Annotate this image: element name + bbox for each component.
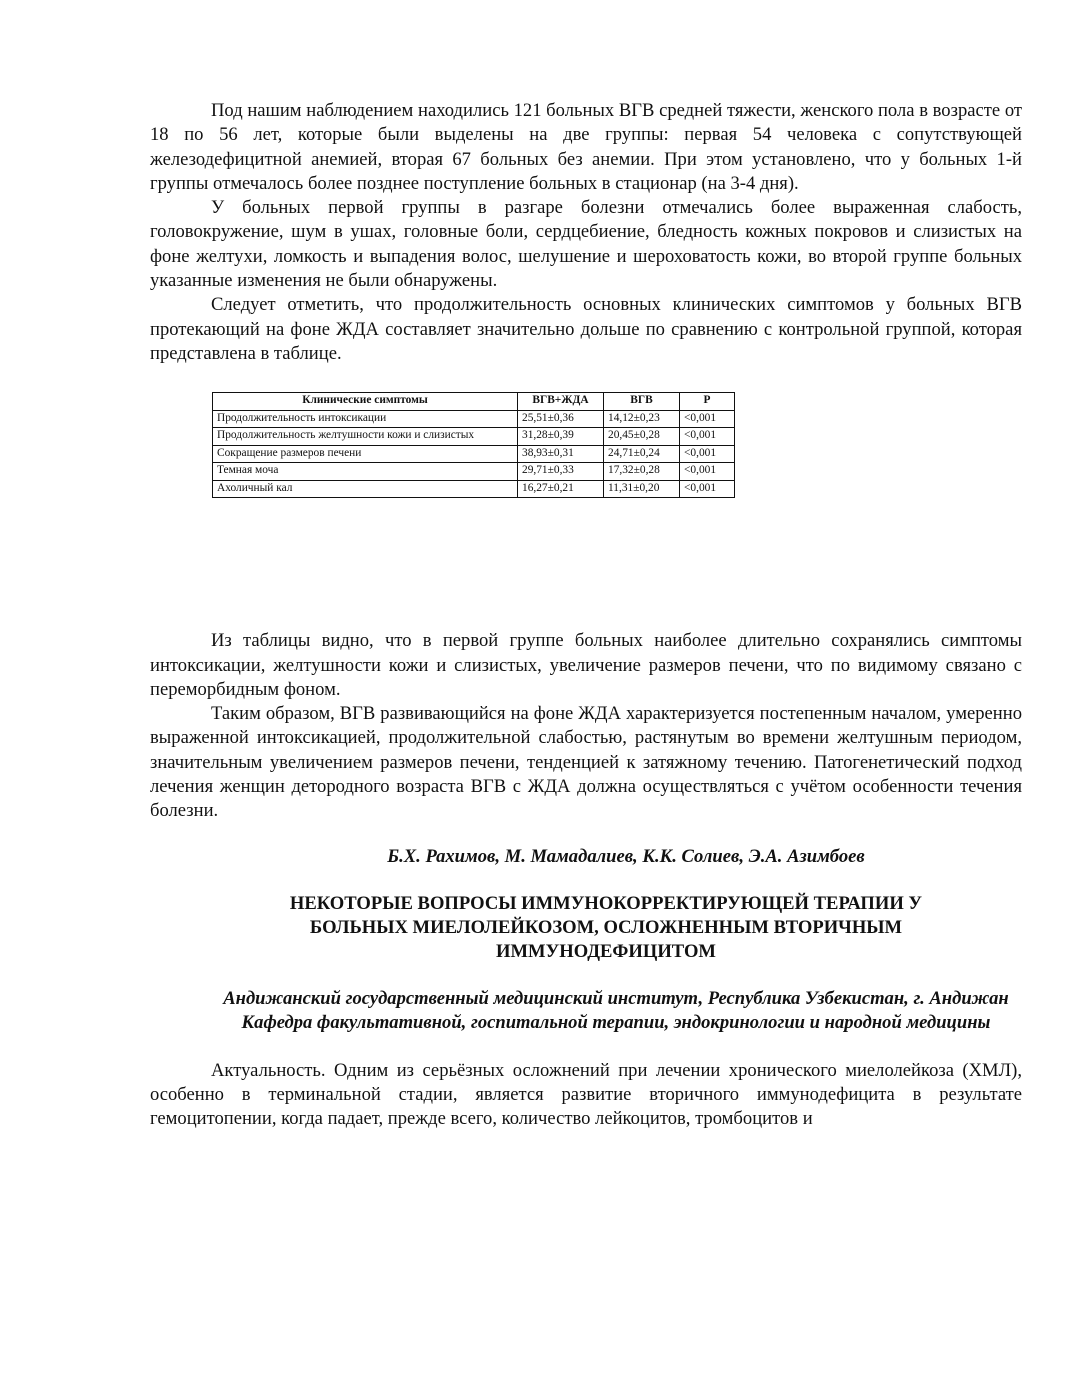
document-page (150, 99, 1022, 1132)
table-row (213, 463, 735, 481)
title-line: ИММУНОДЕФИЦИТОМ (496, 940, 716, 962)
table-cell: Продолжительность интоксикации (213, 410, 518, 428)
body-paragraph: Актуальность. Одним из серьёзных осложнений при лечении хронического миелолейкоза (ХМЛ), особенно в терминальной стадии, является развитие вторичного иммунодефицита в результате гемоцитопении, когда падает, прежде всего, количество лейкоцитов, тромбоцитов и (150, 1059, 1022, 1130)
department-name: Кафедра факультативной, госпитальной терапии, эндокринологии и народной медицины (241, 1011, 991, 1033)
table-cell: <0,001 (680, 463, 735, 481)
body-paragraph: Таким образом, ВГВ развивающийся на фоне ЖДА характеризуется постепенным началом, умеренно выраженной интоксикацией, продолжительной слабостью, растянутым во времени желтушным периодом, значительным увеличением размеров печени, тенденцией к затяжному течению. Патогенетический подход лечения женщин детородного возраста ВГВ с ЖДА должна осуществляться с учётом особенности течения болезни. (150, 703, 1022, 822)
table-cell: 14,12±0,23 (604, 410, 680, 428)
title-line: БОЛЬНЫХ МИЕЛОЛЕЙКОЗОМ, ОСЛОЖНЕННЫМ ВТОРИЧНЫМ (309, 916, 903, 938)
body-paragraph: У больных первой группы в разгаре болезни отмечались более выраженная слабость, головокружение, шум в ушах, головные боли, сердцебиение, бледность кожных покровов и слизистых на фоне желтухи, ломкость и выпадения волос, шелушение и шероховатость кожи, во второй группе больных указанные изменения не были обнаружены. (150, 197, 1022, 292)
table-cell: 31,28±0,39 (518, 428, 604, 446)
table-header: ВГВ (604, 393, 680, 411)
table-cell: 38,93±0,31 (518, 445, 604, 463)
table-cell: Продолжительность желтушности кожи и слизистых (213, 428, 518, 446)
authors-line: Б.Х. Рахимов, М. Мамадалиев, К.К. Солиев, Э.А. Азимбоев (387, 845, 865, 867)
table-header: Клинические симптомы (213, 393, 518, 411)
symptoms-table (212, 392, 735, 498)
table-row (213, 480, 735, 498)
table-row (213, 410, 735, 428)
table-header: ВГВ+ЖДА (518, 393, 604, 411)
table-cell: 17,32±0,28 (604, 463, 680, 481)
body-paragraph: Следует отметить, что продолжительность основных клинических симптомов у больных ВГВ протекающий на фоне ЖДА составляет значительно дольше по сравнению с контрольной группой, которая представлена в таблице. (150, 294, 1022, 364)
table-cell: Ахоличный кал (213, 480, 518, 498)
table-cell: 20,45±0,28 (604, 428, 680, 446)
table-row (213, 428, 735, 446)
symptoms-table-wrapper (212, 392, 734, 498)
table-cell: 29,71±0,33 (518, 463, 604, 481)
article-title (150, 892, 1022, 964)
table-cell: 16,27±0,21 (518, 480, 604, 498)
table-cell: <0,001 (680, 428, 735, 446)
table-cell: <0,001 (680, 480, 735, 498)
affiliation-block (150, 987, 1022, 1035)
body-paragraph: Из таблицы видно, что в первой группе больных наиболее длительно сохранялись симптомы интоксикации, желтушности кожи и слизистых, увеличение размеров печени, что по видимому связано с переморбидным фоном. (150, 630, 1022, 700)
table-header-row (213, 393, 735, 411)
table-cell: Сокращение размеров печени (213, 445, 518, 463)
title-line: НЕКОТОРЫЕ ВОПРОСЫ ИММУНОКОРРЕКТИРУЮЩЕЙ ТЕРАПИИ У (289, 892, 923, 914)
table-cell: <0,001 (680, 445, 735, 463)
table-cell: Темная моча (213, 463, 518, 481)
table-cell: 25,51±0,36 (518, 410, 604, 428)
table-header: P (680, 393, 735, 411)
blank-space (150, 498, 1022, 629)
body-paragraph: Под нашим наблюдением находились 121 больных ВГВ средней тяжести, женского пола в возрасте от 18 по 56 лет, которые были выделены на две группы: первая 54 человека с сопутствующей железодефицитной анемией, вторая 67 больных без анемии. При этом установлено, что у больных 1-й группы отмечалось более позднее поступление больных в стационар (на 3-4 дня). (150, 100, 1022, 194)
table-cell: <0,001 (680, 410, 735, 428)
table-row (213, 445, 735, 463)
institute-name: Андижанский государственный медицинский институт, Республика Узбекистан, г. Андижан (223, 987, 1009, 1009)
table-cell: 24,71±0,24 (604, 445, 680, 463)
table-cell: 11,31±0,20 (604, 480, 680, 498)
